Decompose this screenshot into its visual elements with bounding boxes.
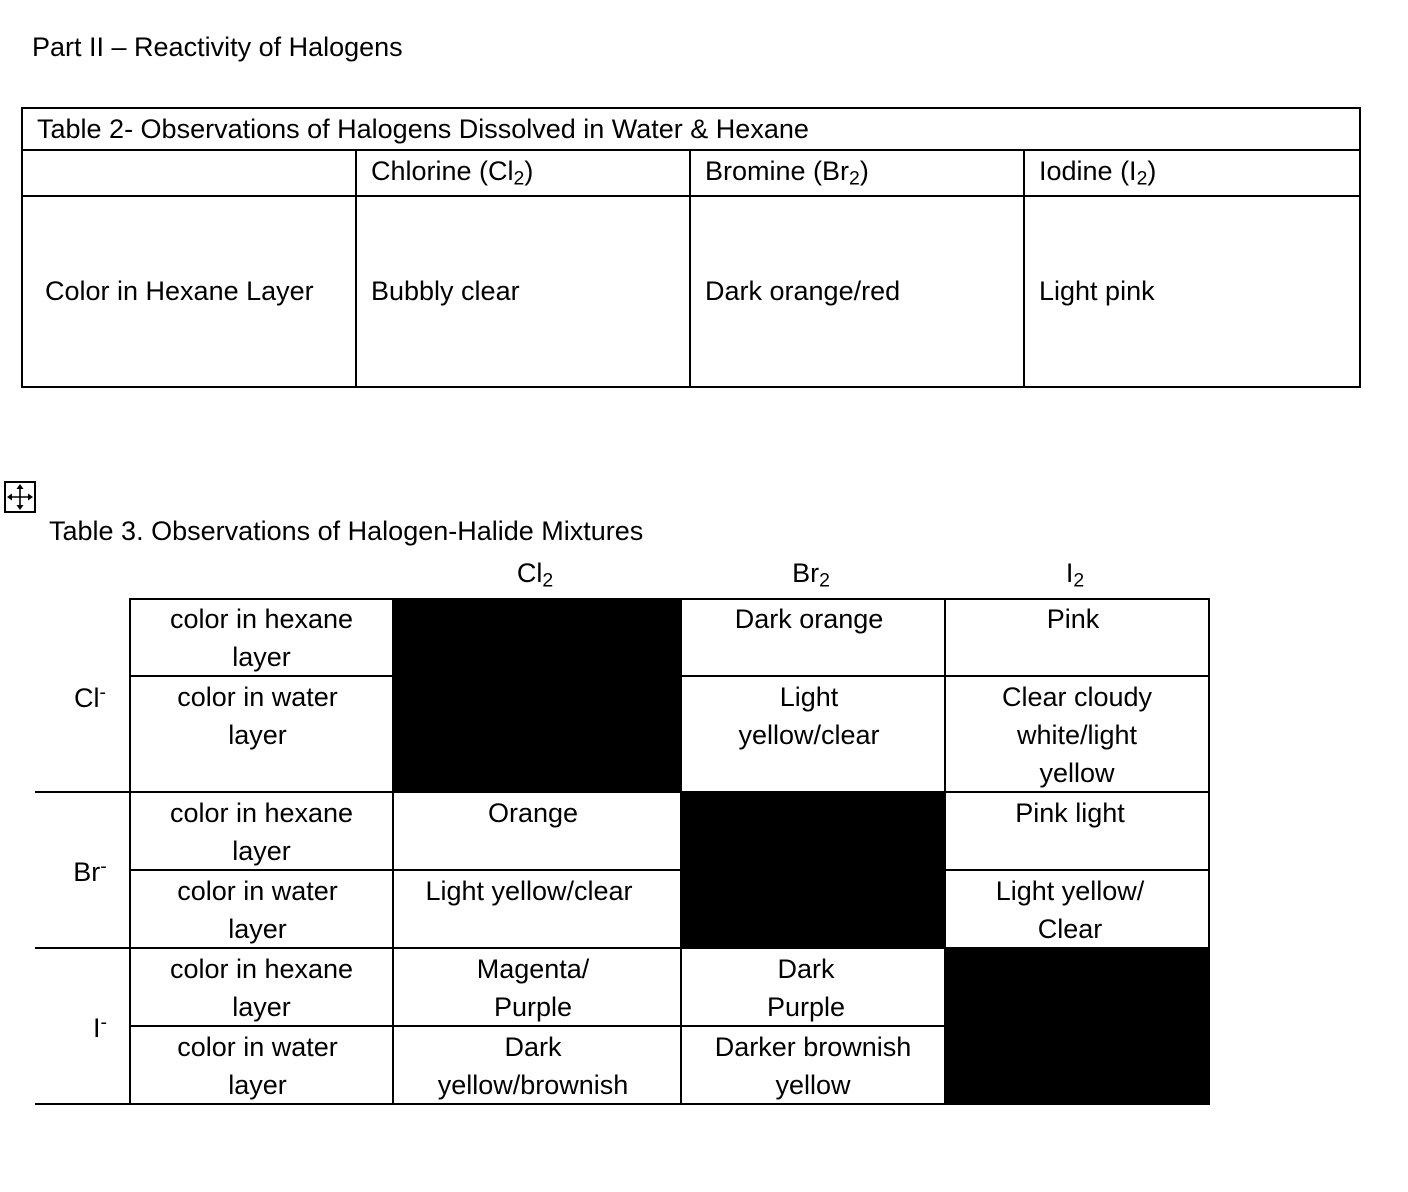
- table-2-header-bromine: Bromine $(Br_2)$: [690, 150, 1024, 196]
- cell-i-br2-hexane: Dark Purple: [766, 954, 846, 1022]
- row-label-i-hexane: color in hexane layer: [169, 954, 354, 1022]
- row-label-i-water: color in water layer: [177, 1032, 338, 1100]
- table-3-col-i2: $I_2$: [1065, 558, 1085, 592]
- ion-label-iodide: I-: [93, 1011, 107, 1043]
- table-2-header-iodine: Iodine $(I_2)$: [1024, 150, 1360, 196]
- table-3-col-br2: $Br_2$: [792, 558, 830, 592]
- table-3-caption: Table 3. Observations of Halogen-Halide Mixtures: [49, 516, 644, 546]
- cell-br-i2-hexane: Pink light: [1015, 798, 1125, 828]
- cell-i-cl2-water: Dark yellow/brownish: [437, 1032, 629, 1100]
- cell-i-br2-water: Darker brownish yellow: [714, 1032, 912, 1100]
- ion-label-bromide: Br-: [73, 855, 107, 887]
- cell-cl-br2-hexane: Dark orange: [734, 604, 884, 634]
- blocked-cell-cl-cl2: [393, 599, 682, 793]
- table-2-row-label: Color in Hexane Layer: [22, 196, 356, 387]
- grid-line: [944, 598, 946, 1105]
- table-2-header-chlorine: Chlorine $(Cl_2)$: [356, 150, 690, 196]
- grid-line: [1208, 598, 1210, 1105]
- table-2-empty-header: [22, 150, 356, 196]
- cell-i-cl2-hexane: Magenta/ Purple: [476, 954, 590, 1022]
- row-label-br-hexane: color in hexane layer: [169, 798, 354, 866]
- table-2-caption: Table 2- Observations of Halogens Dissolved in Water & Hexane: [22, 108, 1360, 150]
- table-2-iodine-value: Light pink: [1024, 196, 1360, 387]
- ion-label-chloride: Cl-: [74, 681, 106, 713]
- row-label-cl-hexane: color in hexane layer: [169, 604, 354, 672]
- row-label-br-water: color in water layer: [177, 876, 338, 944]
- cell-br-cl2-water: Light yellow/clear: [425, 876, 633, 906]
- table-3-col-cl2: $Cl_2$: [516, 558, 554, 592]
- cell-cl-br2-water: Light yellow/clear: [738, 682, 880, 750]
- table-move-handle-icon[interactable]: [4, 481, 36, 513]
- table-2-chlorine-value: Bubbly clear: [356, 196, 690, 387]
- table-2: [21, 107, 1361, 388]
- cell-cl-i2-hexane: Pink: [1046, 604, 1100, 634]
- table-2-bromine-value: Dark orange/red: [690, 196, 1024, 387]
- cell-cl-i2-water: Clear cloudy white/light yellow: [1001, 682, 1153, 788]
- cell-br-cl2-hexane: Orange: [487, 798, 579, 828]
- row-label-cl-water: color in water layer: [177, 682, 338, 750]
- cell-br-i2-water: Light yellow/ Clear: [995, 876, 1145, 944]
- page-heading: Part II – Reactivity of Halogens: [32, 32, 403, 62]
